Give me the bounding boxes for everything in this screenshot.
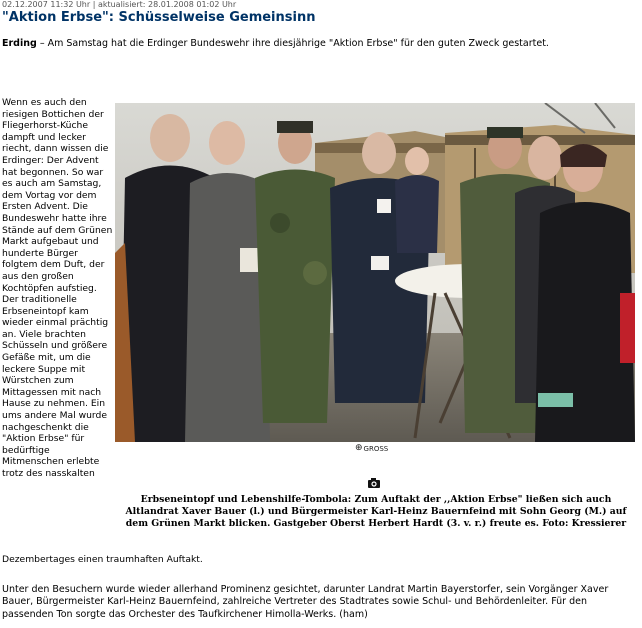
lead-place: Erding — [2, 38, 37, 49]
lead-text: – Am Samstag hat die Erdinger Bundeswehr ihre diesjährige "Aktion Erbse" für den guten Zweck gestartet. — [36, 38, 549, 49]
article-headline: "Aktion Erbse": Schüsselweise Gemeinsinn — [2, 10, 316, 25]
article-photo[interactable] — [115, 103, 635, 442]
article-column-text: Wenn es auch den riesigen Bottichen der Fliegerhorst-Küche dampft und lecker riecht, dann wissen die Erdinger: Der Advent hat begonnen. So war es auch am Samstag, dem Vortag vor dem Ersten Advent. Die Bundeswehr hatte ihre Stände auf dem Grünen Markt aufgebaut und hunderte Bürger folgtem dem Duft, der aus den großen Kochtöpfen aufstieg. Der traditionelle Erbseneintopf kam wieder einmal prächtig an. Viele brachten Schüsseln und größere Gefäße mit, um die leckere Suppe mit Würstchen zum Mittagessen mit nach Hause zu nehmen. Ein ums andere Mal wurde nachgeschenkt die "Aktion Erbse" für bedürftige Mitmenschen erlebte trotz des nasskalten — [2, 97, 113, 479]
zoom-label: GROSS — [363, 444, 389, 453]
article-column-overflow: Dezembertages einen traumhaften Auftakt. — [2, 554, 203, 565]
magnifier-icon: ⊕ — [355, 443, 363, 453]
photo-caption: Erbseneintopf und Lebenshilfe-Tombola: Zum Auftakt der ,,Aktion Erbse" ließen sich auch Altlandrat Xaver Bauer (l.) und Bürgermeister Karl-Heinz Bauernfeind mit Sohn Georg (M.) auf dem Grünen Markt blicken. Gastgeber Oberst Herbert Hardt (3. v. r.) freute es. Foto: Kressierer — [125, 494, 627, 529]
camera-icon — [366, 474, 382, 486]
article-dateline: 02.12.2007 11:32 Uhr | aktualisiert: 28.01.2008 01:02 Uhr — [2, 0, 237, 9]
group-photo-illustration — [115, 103, 635, 442]
article-footer-text: Unter den Besuchern wurde wieder allerhand Prominenz gesichtet, darunter Landrat Martin Bayerstorfer, sein Vorgänger Xaver Bauer, Bürgermeister Karl-Heinz Bauernfeind, zahlreiche Vertreter des Stadtrates sowie Schul- und Behördenleiter. Für den passenden Ton sorgte das Orchester des Taufkirchener Himolla-Werks. (ham) — [2, 584, 609, 620]
article-lead — [2, 38, 634, 50]
photo-zoom-link[interactable] — [355, 444, 388, 453]
